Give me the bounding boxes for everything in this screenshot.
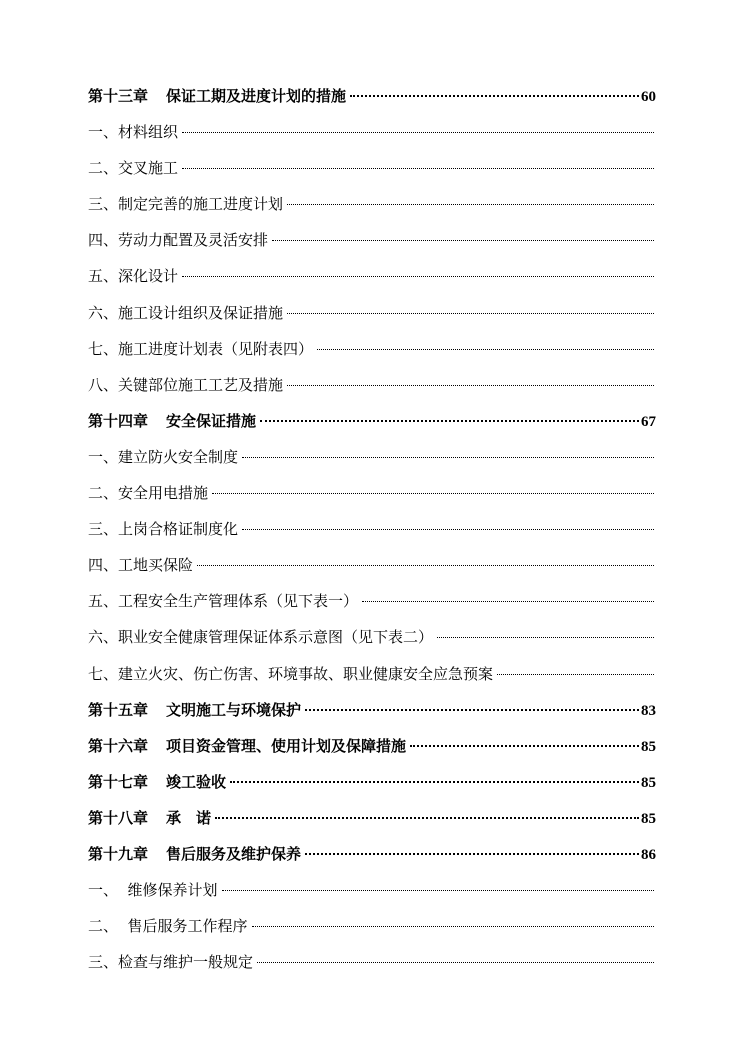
- toc-entry-title: [88, 764, 226, 800]
- toc-entry-title: 二、 售后服务工作程序: [88, 917, 248, 936]
- dot-leader: [287, 313, 654, 314]
- chapter-number: 第十四章: [88, 411, 149, 430]
- dot-leader: [305, 853, 639, 855]
- chapter-number: 第十三章: [88, 87, 149, 105]
- toc-entry-section[interactable]: [88, 150, 656, 186]
- toc-entry-title: [88, 403, 256, 439]
- toc-entry-title: 四、工地买保险: [88, 556, 194, 575]
- toc-page-number: 85: [641, 810, 656, 827]
- toc-entry-section[interactable]: [88, 331, 656, 367]
- dot-leader: [182, 132, 654, 133]
- chapter-number: 第十八章: [88, 808, 149, 827]
- dot-leader: [197, 565, 654, 566]
- toc-entry-title: 七、建立火灾、伤亡伤害、环境事故、职业健康安全应急预案: [88, 664, 494, 683]
- toc-entry-title: 八、关键部位施工工艺及措施: [88, 375, 284, 394]
- chapter-title: 保证工期及进度计划的措施: [166, 87, 347, 105]
- toc-entry-title: 六、施工设计组织及保证措施: [88, 303, 284, 322]
- toc-entry-section[interactable]: [88, 908, 656, 944]
- dot-leader: [252, 926, 654, 927]
- toc-page-number: 60: [641, 89, 656, 105]
- toc-entry-section[interactable]: [88, 222, 656, 258]
- chapter-number: 第十六章: [88, 736, 149, 755]
- toc-entry-section[interactable]: [88, 258, 656, 294]
- dot-leader: [362, 601, 654, 602]
- dot-leader: [410, 745, 639, 747]
- dot-leader: [212, 493, 654, 494]
- dot-leader: [350, 95, 639, 97]
- dot-leader: [317, 349, 654, 350]
- dot-leader: [437, 637, 654, 638]
- dot-leader: [287, 385, 654, 386]
- dot-leader: [257, 962, 654, 963]
- toc-entry-section[interactable]: [88, 944, 656, 980]
- toc-entry-chapter-16[interactable]: [88, 728, 656, 764]
- toc-page-number: 83: [641, 702, 656, 719]
- toc-entry-section[interactable]: [88, 547, 656, 583]
- toc-entry-title: 二、交叉施工: [88, 159, 179, 178]
- toc-entry-title: [88, 78, 346, 114]
- toc-entry-section[interactable]: [88, 872, 656, 908]
- toc-entry-title: 三、上岗合格证制度化: [88, 520, 239, 539]
- toc-entry-title: [88, 728, 406, 764]
- chapter-title: 承 诺: [166, 808, 212, 827]
- chapter-title: 项目资金管理、使用计划及保障措施: [166, 736, 407, 755]
- chapter-title: 竣工验收: [166, 772, 227, 791]
- chapter-number: 第十五章: [88, 700, 149, 719]
- toc-entry-section[interactable]: [88, 475, 656, 511]
- toc-entry-title: 一、材料组织: [88, 123, 179, 142]
- toc-entry-section[interactable]: [88, 114, 656, 150]
- toc-entry-title: 三、制定完善的施工进度计划: [88, 195, 284, 214]
- toc-entry-chapter-15[interactable]: [88, 692, 656, 728]
- chapter-title: 文明施工与环境保护: [166, 700, 302, 719]
- toc-entry-title: [88, 692, 301, 728]
- toc-entry-title: [88, 800, 211, 836]
- dot-leader: [287, 204, 654, 205]
- toc-entry-section[interactable]: [88, 295, 656, 331]
- dot-leader: [182, 168, 654, 169]
- toc-entry-title: 六、职业安全健康管理保证体系示意图（见下表二）: [88, 628, 434, 647]
- toc-entry-section[interactable]: [88, 619, 656, 655]
- dot-leader: [215, 817, 639, 819]
- toc-entry-title: 一、 维修保养计划: [88, 881, 218, 900]
- dot-leader: [222, 890, 654, 891]
- dot-leader: [305, 709, 639, 711]
- toc-entry-title: 五、深化设计: [88, 267, 179, 286]
- toc-entry-section[interactable]: [88, 656, 656, 692]
- dot-leader: [260, 420, 639, 422]
- dot-leader: [242, 457, 654, 458]
- toc-entry-title: 三、检查与维护一般规定: [88, 953, 254, 972]
- toc-entry-title: 四、劳动力配置及灵活安排: [88, 231, 269, 250]
- chapter-title: 售后服务及维护保养: [166, 844, 302, 863]
- toc-page-number: 67: [641, 413, 656, 430]
- toc-entry-title: 一、建立防火安全制度: [88, 447, 239, 466]
- dot-leader: [272, 240, 654, 241]
- toc-entry-section[interactable]: [88, 583, 656, 619]
- toc-entry-chapter-19[interactable]: [88, 836, 656, 872]
- toc-entry-chapter-14[interactable]: [88, 403, 656, 439]
- dot-leader: [230, 781, 639, 783]
- toc-entry-section[interactable]: [88, 439, 656, 475]
- chapter-title: 安全保证措施: [166, 411, 257, 430]
- toc-page-number: 85: [641, 738, 656, 755]
- toc-entry-chapter-17[interactable]: [88, 764, 656, 800]
- toc-entry-section[interactable]: [88, 186, 656, 222]
- toc-page-number: 86: [641, 846, 656, 863]
- toc-page-number: 85: [641, 774, 656, 791]
- toc-entry-title: [88, 836, 301, 872]
- toc-entry-title: 二、安全用电措施: [88, 484, 209, 503]
- dot-leader: [242, 529, 654, 530]
- toc-entry-chapter-18[interactable]: [88, 800, 656, 836]
- toc-entry-title: 七、施工进度计划表（见附表四）: [88, 339, 314, 358]
- dot-leader: [182, 276, 654, 277]
- table-of-contents: [88, 78, 656, 980]
- toc-entry-chapter-13[interactable]: [88, 78, 656, 114]
- chapter-number: 第十九章: [88, 844, 149, 863]
- toc-entry-title: 五、工程安全生产管理体系（见下表一）: [88, 592, 359, 611]
- dot-leader: [497, 674, 654, 675]
- toc-entry-section[interactable]: [88, 367, 656, 403]
- chapter-number: 第十七章: [88, 772, 149, 791]
- toc-entry-section[interactable]: [88, 511, 656, 547]
